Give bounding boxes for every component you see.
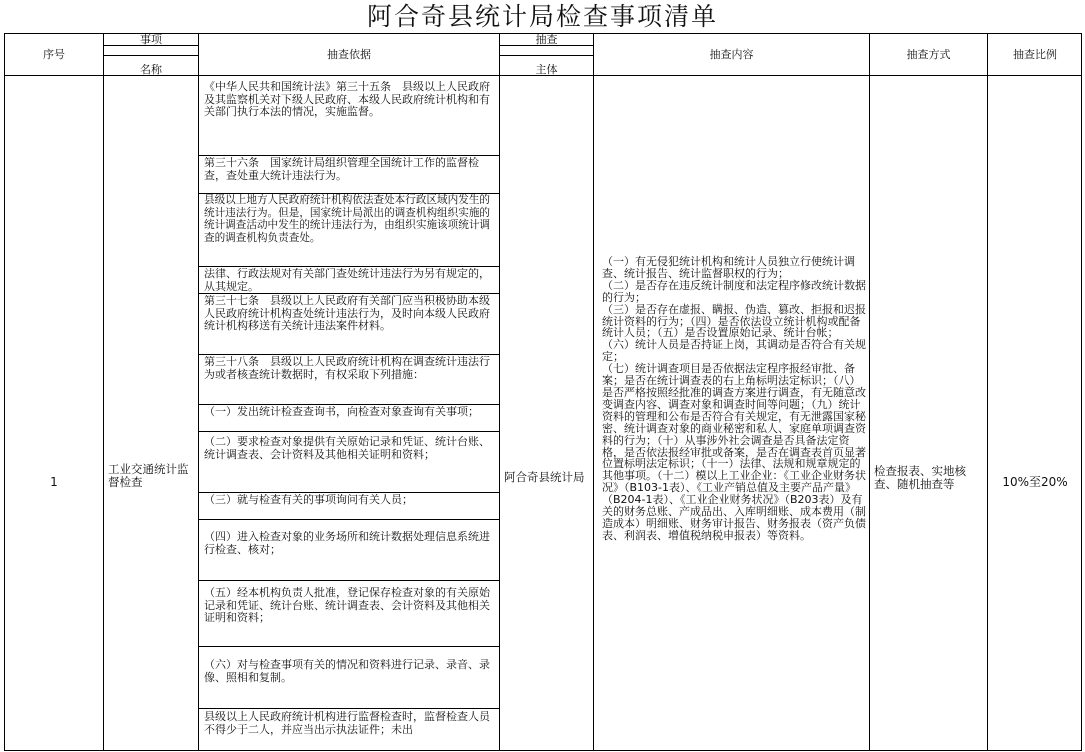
header-ratio: 抽查比例 xyxy=(1013,48,1057,61)
row-ratio: 10%至20% xyxy=(1002,474,1068,489)
header-content: 抽查内容 xyxy=(709,48,754,61)
basis-paragraph: 第三十七条 县级以上人民政府有关部门应当积极协助本级人民政府统计机构查处统计违法行为，及时向本级人民政府统计机构移送有关统计违法案件材料。 xyxy=(204,295,490,332)
basis-paragraph: 第三十六条 国家统计局组织管理全国统计工作的监督检查，查处重大统计违法行为。 xyxy=(204,157,479,182)
basis-paragraph: 《中华人民共和国统计法》第三十五条 县级以上人民政府及其监察机关对下级人民政府、本级人民政府统计机构和有关部门执行本法的情况，实施监督。 xyxy=(204,81,490,118)
header-seq: 序号 xyxy=(43,48,65,61)
row-item-name: 工业交通统计监督检查 xyxy=(108,463,189,489)
header-item-top: 事项 xyxy=(140,34,162,45)
header-item-bottom: 名称 xyxy=(140,64,162,75)
header-subject-top: 抽查 xyxy=(535,34,558,45)
basis-paragraph: 法律、行政法规对有关部门查处统计违法行为另有规定的，从其规定。 xyxy=(204,268,490,293)
header-method: 抽查方式 xyxy=(906,48,951,61)
basis-paragraph: （二）要求检查对象提供有关原始记录和凭证、统计台账、统计调查表、会计资料及其他相关证明和资料； xyxy=(204,436,490,461)
basis-paragraph: （一）发出统计检查查询书，向检查对象查询有关事项； xyxy=(204,406,479,418)
basis-paragraph: 第三十八条 县级以上人民政府统计机构在调查统计违法行为或者核查统计数据时，有权采取下列措施： xyxy=(204,356,490,381)
row-subject: 阿合奇县统计局 xyxy=(504,471,585,484)
row-content: （一）有无侵犯统计机构和统计人员独立行使统计调查、统计报告、统计监督职权的行为； （二）是否存在违反统计制度和法定程序修改统计数据的行为； （三）是否存在虚报、瞒报、伪造、篡改、拒报和迟报统计资料的行为；（四）是否依法设立统计机构或配备统计人员；（五）是否设置原始记录、统计台帐； （六）统计人员是否持证上岗，其调动是否符合有关规定； （七）统计调查项目是否依据法定程序报经审批、备案；是否在统计调查表的右上角标明法定标识；（八）是否严格按照经批准的调查方案进行调查，有无随意改变调查内容、调查对象和调查时间等问题；（九）统计资料的管理和公布是否符合有关规定，有无泄露国家秘密、统计调查对象的商业秘密和私人、家庭单项调查资料的行为；（十）从事涉外社会调查是否具备法定资格，是否依法报经审批或备案，是否在调查表首页显著位置标明法定标识；（十一）法律、法规和规章规定的其他事项。（十二）模以上工业企业：《工业企业财务状况》（B103-1表）、《工业产销总值及主要产品产量》（B204-1表）、《工业企业财务状况》（B203表）及有关的财务总账、产成品出、入库明细账、成本费用（制造成本）明细账、财务审计报告、财务报表（资产负债表、利润表、增值税纳税申报表）等资料。 xyxy=(602,255,866,542)
header-subject-bottom: 主体 xyxy=(535,64,558,75)
header-basis: 抽查依据 xyxy=(327,48,371,61)
row-seq: 1 xyxy=(50,474,58,489)
basis-paragraph: 县级以上人民政府统计机构进行监督检查时，监督检查人员不得少于二人，并应当出示执法证件；未出 xyxy=(204,711,490,736)
basis-paragraph: （三）就与检查有关的事项询问有关人员； xyxy=(204,494,413,506)
row-method: 检查报表、实地核查、随机抽查等 xyxy=(874,465,966,491)
basis-paragraph: 县级以上地方人民政府统计机构依法查处本行政区域内发生的统计违法行为。但是，国家统计局派出的调查机构组织实施的统计调查活动中发生的统计违法行为，由组织实施该项统计调查的调查机构负责查处。 xyxy=(204,194,491,244)
inspection-table xyxy=(4,33,1082,751)
page-title: 阿合奇县统计局检查事项清单 xyxy=(366,2,718,31)
basis-paragraph: （五）经本机构负责人批准，登记保存检查对象的有关原始记录和凭证、统计台账、统计调查表、会计资料及其他相关证明和资料； xyxy=(204,587,490,624)
basis-paragraph: （四）进入检查对象的业务场所和统计数据处理信息系统进行检查、核对； xyxy=(204,531,490,556)
basis-paragraph: （六）对与检查事项有关的情况和资料进行记录、录音、录像、照相和复制。 xyxy=(204,659,490,684)
